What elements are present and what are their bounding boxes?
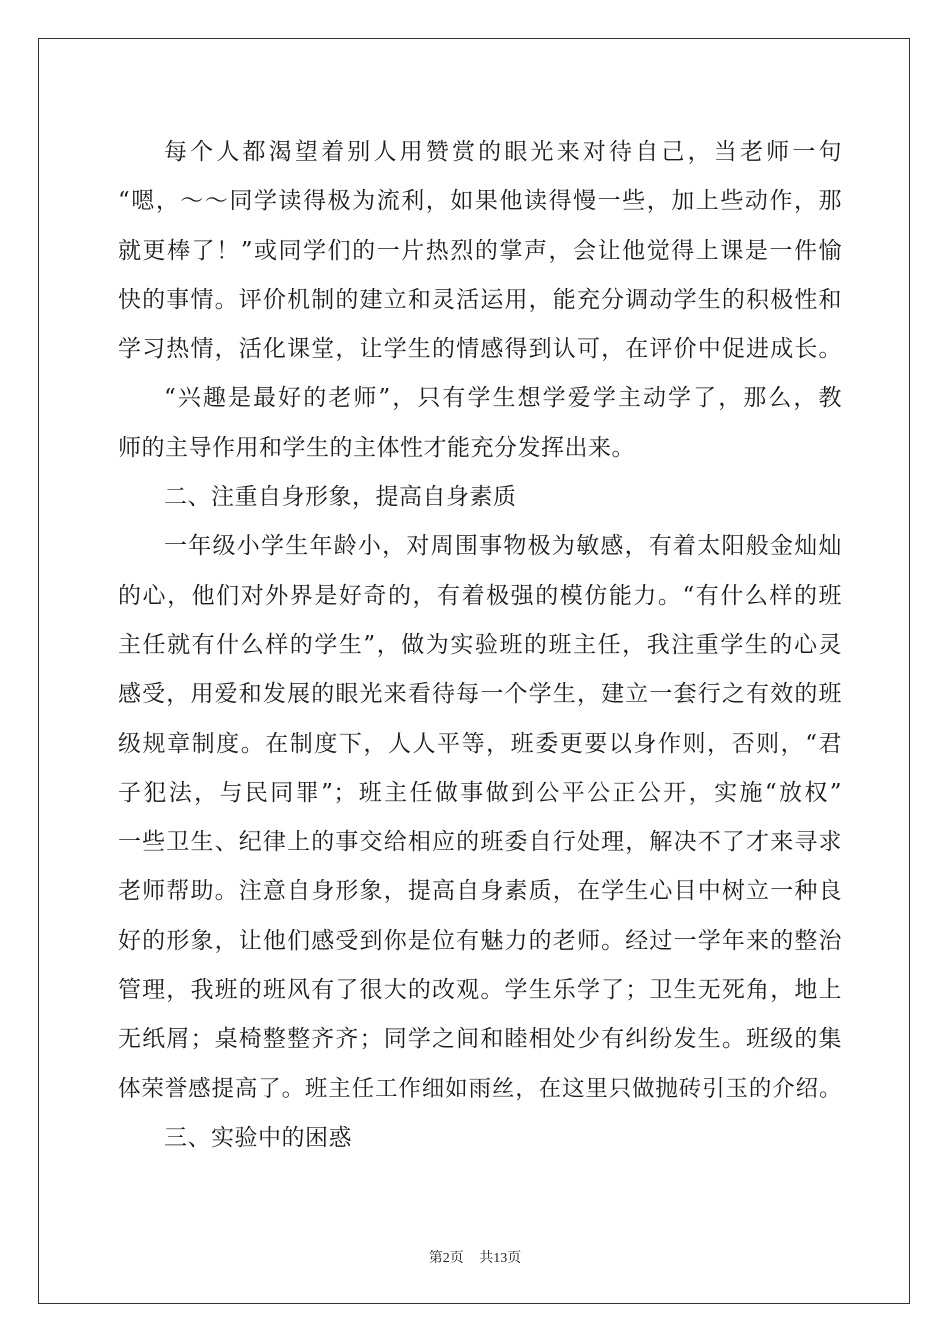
text-line: “嗯，～～同学读得极为流利，如果他读得慢一些，加上些动作，那 [118, 188, 842, 215]
text-line: 一些卫生、纪律上的事交给相应的班委自行处理，解决不了才来寻求 [118, 829, 842, 856]
text-line: “兴趣是最好的老师”，只有学生想学爱学主动学了，那么，教 [164, 385, 842, 412]
page-total: 共13页 [479, 1251, 522, 1266]
text-line: 无纸屑；桌椅整整齐齐；同学之间和睦相处少有纠纷发生。班级的集 [118, 1026, 842, 1053]
text-line: 好的形象，让他们感受到你是位有魅力的老师。经过一学年来的整治 [118, 927, 842, 954]
text-line: 一年级小学生年龄小，对周围事物极为敏感，有着太阳般金灿灿 [164, 533, 842, 560]
text-line: 老师帮助。注意自身形象，提高自身素质，在学生心目中树立一种良 [118, 878, 842, 905]
text-line: 快的事情。评价机制的建立和灵活运用，能充分调动学生的积极性和 [118, 286, 842, 313]
text-line: 师的主导作用和学生的主体性才能充分发挥出来。 [118, 434, 635, 461]
section-heading: 二、注重自身形象，提高自身素质 [164, 484, 517, 511]
text-line: 级规章制度。在制度下，人人平等，班委更要以身作则，否则，“君 [118, 730, 842, 757]
text-line: 就更棒了！”或同学们的一片热烈的掌声，会让他觉得上课是一件愉 [118, 237, 842, 264]
document-body [118, 128, 842, 1163]
text-line: 每个人都渴望着别人用赞赏的眼光来对待自己，当老师一句 [164, 139, 842, 165]
text-line: 学习热情，活化课堂，让学生的情感得到认可，在评价中促进成长。 [118, 336, 842, 363]
page-footer [0, 1247, 950, 1267]
text-line: 的心，他们对外界是好奇的，有着极强的模仿能力。“有什么样的班 [118, 582, 842, 609]
section-heading: 三、实验中的困惑 [164, 1124, 352, 1151]
text-line: 管理，我班的班风有了很大的改观。学生乐学了；卫生无死角，地上 [118, 977, 842, 1004]
text-line: 体荣誉感提高了。班主任工作细如雨丝，在这里只做抛砖引玉的介绍。 [118, 1075, 842, 1102]
text-line: 主任就有什么样的学生”，做为实验班的班主任，我注重学生的心灵 [118, 631, 842, 658]
page-number: 第2页 [428, 1251, 464, 1266]
text-line: 子犯法，与民同罪”；班主任做事做到公平公正公开，实施“放权” [118, 779, 842, 806]
text-line: 感受，用爱和发展的眼光来看待每一个学生，建立一套行之有效的班 [118, 681, 842, 708]
